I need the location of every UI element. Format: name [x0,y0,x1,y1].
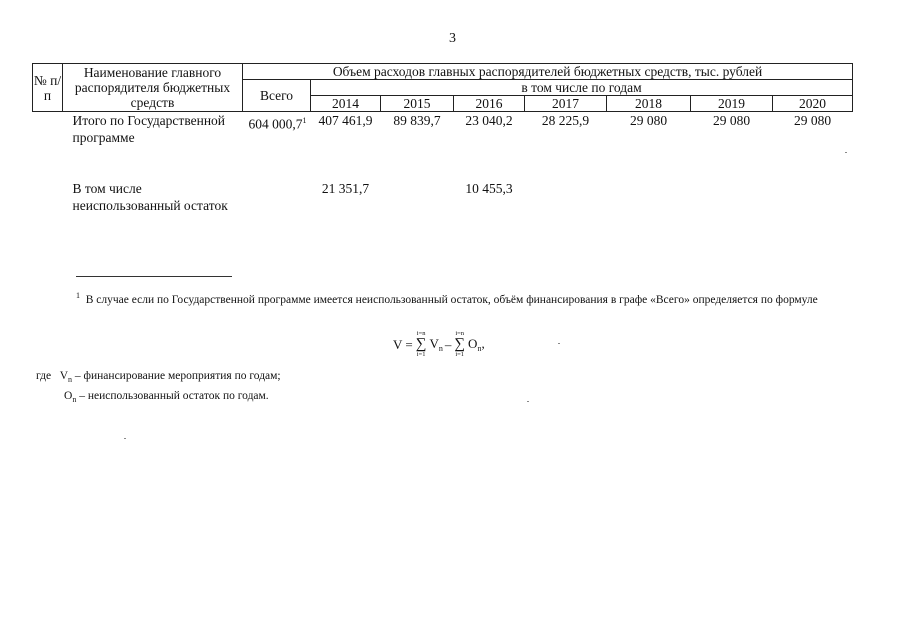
formula-term-v: $V_n$ [429,336,443,353]
scan-speck [527,401,529,402]
row-value [773,180,853,214]
row-total: 604 000,7$^1$ [248,116,307,132]
header-year: 2015 [381,96,454,112]
scan-speck [558,343,560,344]
header-volume: Объем расходов главных распорядителей бюджетных средств, тыс. рублей [243,64,853,80]
header-year: 2016 [454,96,525,112]
scan-speck [845,152,847,153]
formula-term-o: $O_n$, [468,336,485,353]
row-value [525,180,607,214]
row-value: 28 225,9 [541,113,590,128]
page-number: 3 [449,31,456,46]
header-year: 2020 [773,96,853,112]
formula [393,330,485,359]
header-year: 2014 [311,96,381,112]
row-value: 10 455,3 [465,180,513,196]
legend-line-v: где $V_n$ – финансирование мероприятия по годам; [36,370,281,384]
scan-speck [124,438,126,439]
row-value [691,180,773,214]
row-value: 407 461,9 [318,113,373,128]
row-value: 29 080 [629,113,668,128]
row-value: 89 839,7 [393,113,441,128]
header-name: Наименование главного распорядителя бюджетных средств [63,64,243,112]
header-year: 2018 [607,96,691,112]
budget-table [32,63,853,214]
row-value: 29 080 [793,113,832,128]
row-value: 21 351,7 [321,180,370,196]
formula-lhs: V = [393,336,413,352]
footnote-text: В случае если по Государственной программе имеется неиспользованный остаток, объём финансирования в графе «Всего» определяется по формуле [85,293,818,306]
row-total [243,180,311,214]
row-label: В том числе неиспользованный остаток [72,180,228,213]
footnote-separator [76,276,232,277]
row-label: Итого по Государственной программе [72,113,226,145]
formula-legend [36,368,281,408]
summation-icon: i=n ∑ i=1 [454,330,466,358]
row-value [607,180,691,214]
table-row [33,180,853,214]
header-total: Всего [243,80,311,112]
header-by-years: в том числе по годам [311,80,853,96]
table-row [33,112,853,180]
summation-icon: i=n ∑ i=1 [415,330,427,358]
legend-line-o: $O_n$ – неиспользованный остаток по годам. [64,390,269,404]
header-num: № п/п [33,64,63,112]
footnote-marker: 1 [76,291,80,300]
footnote [36,288,850,308]
header-year: 2017 [525,96,607,112]
header-year: 2019 [691,96,773,112]
formula-minus: – [444,336,452,352]
row-value: 23 040,2 [465,113,513,128]
row-value: 29 080 [712,113,751,128]
row-value [381,180,454,214]
